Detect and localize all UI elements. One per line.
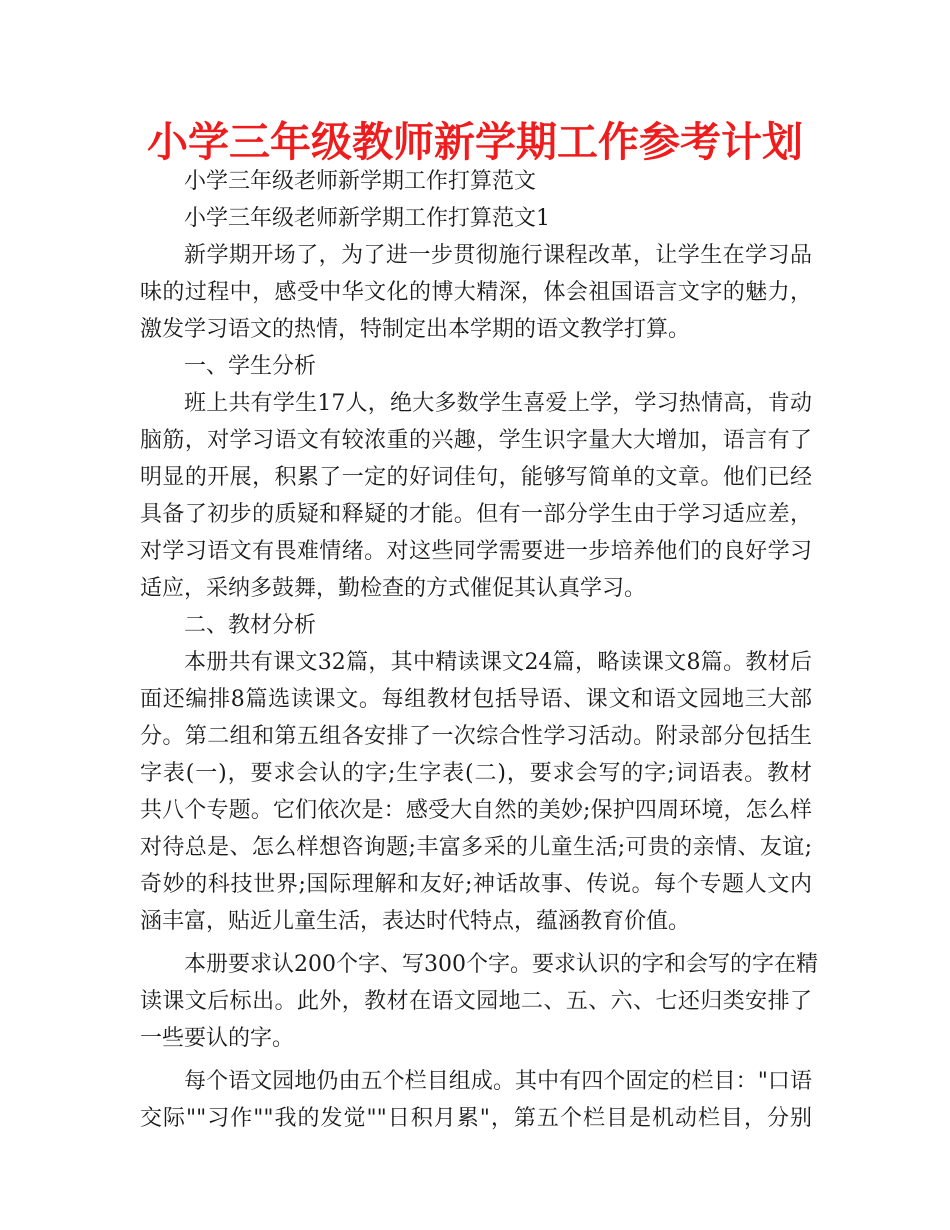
paragraph-line: 面还编排8篇选读课文。每组教材包括导语、课文和语文园地三大部 [140, 687, 812, 712]
paragraph-line: 每个语文园地仍由五个栏目组成。其中有四个固定的栏目："口语 [184, 1069, 812, 1094]
paragraph-line: 交际""习作""我的发觉""日积月累"，第五个栏目是机动栏目，分别 [140, 1106, 812, 1131]
paragraph-line: 激发学习语文的热情，特制定出本学期的语文教学打算。 [140, 317, 691, 342]
subtitle-line: 小学三年级老师新学期工作打算范文1 [184, 206, 550, 231]
section-heading: 二、教材分析 [184, 613, 317, 638]
paragraph-line: 明显的开展，积累了一定的好词佳句，能够写简单的文章。他们已经 [140, 465, 812, 490]
paragraph-line: 对学习语文有畏难情绪。对这些同学需要进一步培养他们的良好学习 [140, 539, 812, 564]
paragraph-line: 共八个专题。它们依次是：感受大自然的美妙;保护四周环境，怎么样 [140, 798, 812, 823]
paragraph-line: 本册共有课文32篇，其中精读课文24篇，略读课文8篇。教材后 [184, 650, 812, 675]
paragraph-line: 适应，采纳多鼓舞，勤检查的方式催促其认真学习。 [140, 576, 647, 601]
section-heading: 一、学生分析 [184, 354, 317, 379]
paragraph-line: 读课文后标出。此外，教材在语文园地二、五、六、七还归类安排了 [140, 989, 812, 1014]
paragraph-line: 分。第二组和第五组各安排了一次综合性学习活动。附录部分包括生 [140, 724, 812, 749]
paragraph-line: 对待总是、怎么样想咨询题;丰富多采的儿童生活;可贵的亲情、友谊; [140, 835, 812, 860]
document-title: 小学三年级教师新学期工作参考计划 [147, 118, 803, 166]
paragraph-line: 具备了初步的质疑和释疑的才能。但有一部分学生由于学习适应差， [140, 502, 812, 527]
paragraph-line: 一些要认的字。 [140, 1026, 295, 1051]
document-body [140, 163, 818, 1137]
subtitle-line: 小学三年级老师新学期工作打算范文 [184, 169, 537, 194]
paragraph-line: 班上共有学生17人，绝大多数学生喜爱上学，学习热情高，肯动 [184, 391, 812, 416]
paragraph-line: 涵丰富，贴近儿童生活，表达时代特点，蕴涵教育价值。 [140, 909, 691, 934]
paragraph-line: 新学期开场了，为了进一步贯彻施行课程改革，让学生在学习品 [184, 243, 812, 268]
paragraph-line: 奇妙的科技世界;国际理解和友好;神话故事、传说。每个专题人文内 [140, 872, 812, 897]
paragraph-line: 本册要求认200个字、写300个字。要求认识的字和会写的字在精 [184, 952, 818, 977]
paragraph-line: 脑筋，对学习语文有较浓重的兴趣，学生识字量大大增加，语言有了 [140, 428, 812, 453]
paragraph-line: 味的过程中，感受中华文化的博大精深，体会祖国语言文字的魅力， [140, 280, 812, 305]
paragraph-line: 字表(一)，要求会认的字;生字表(二)，要求会写的字;词语表。教材 [140, 761, 812, 786]
